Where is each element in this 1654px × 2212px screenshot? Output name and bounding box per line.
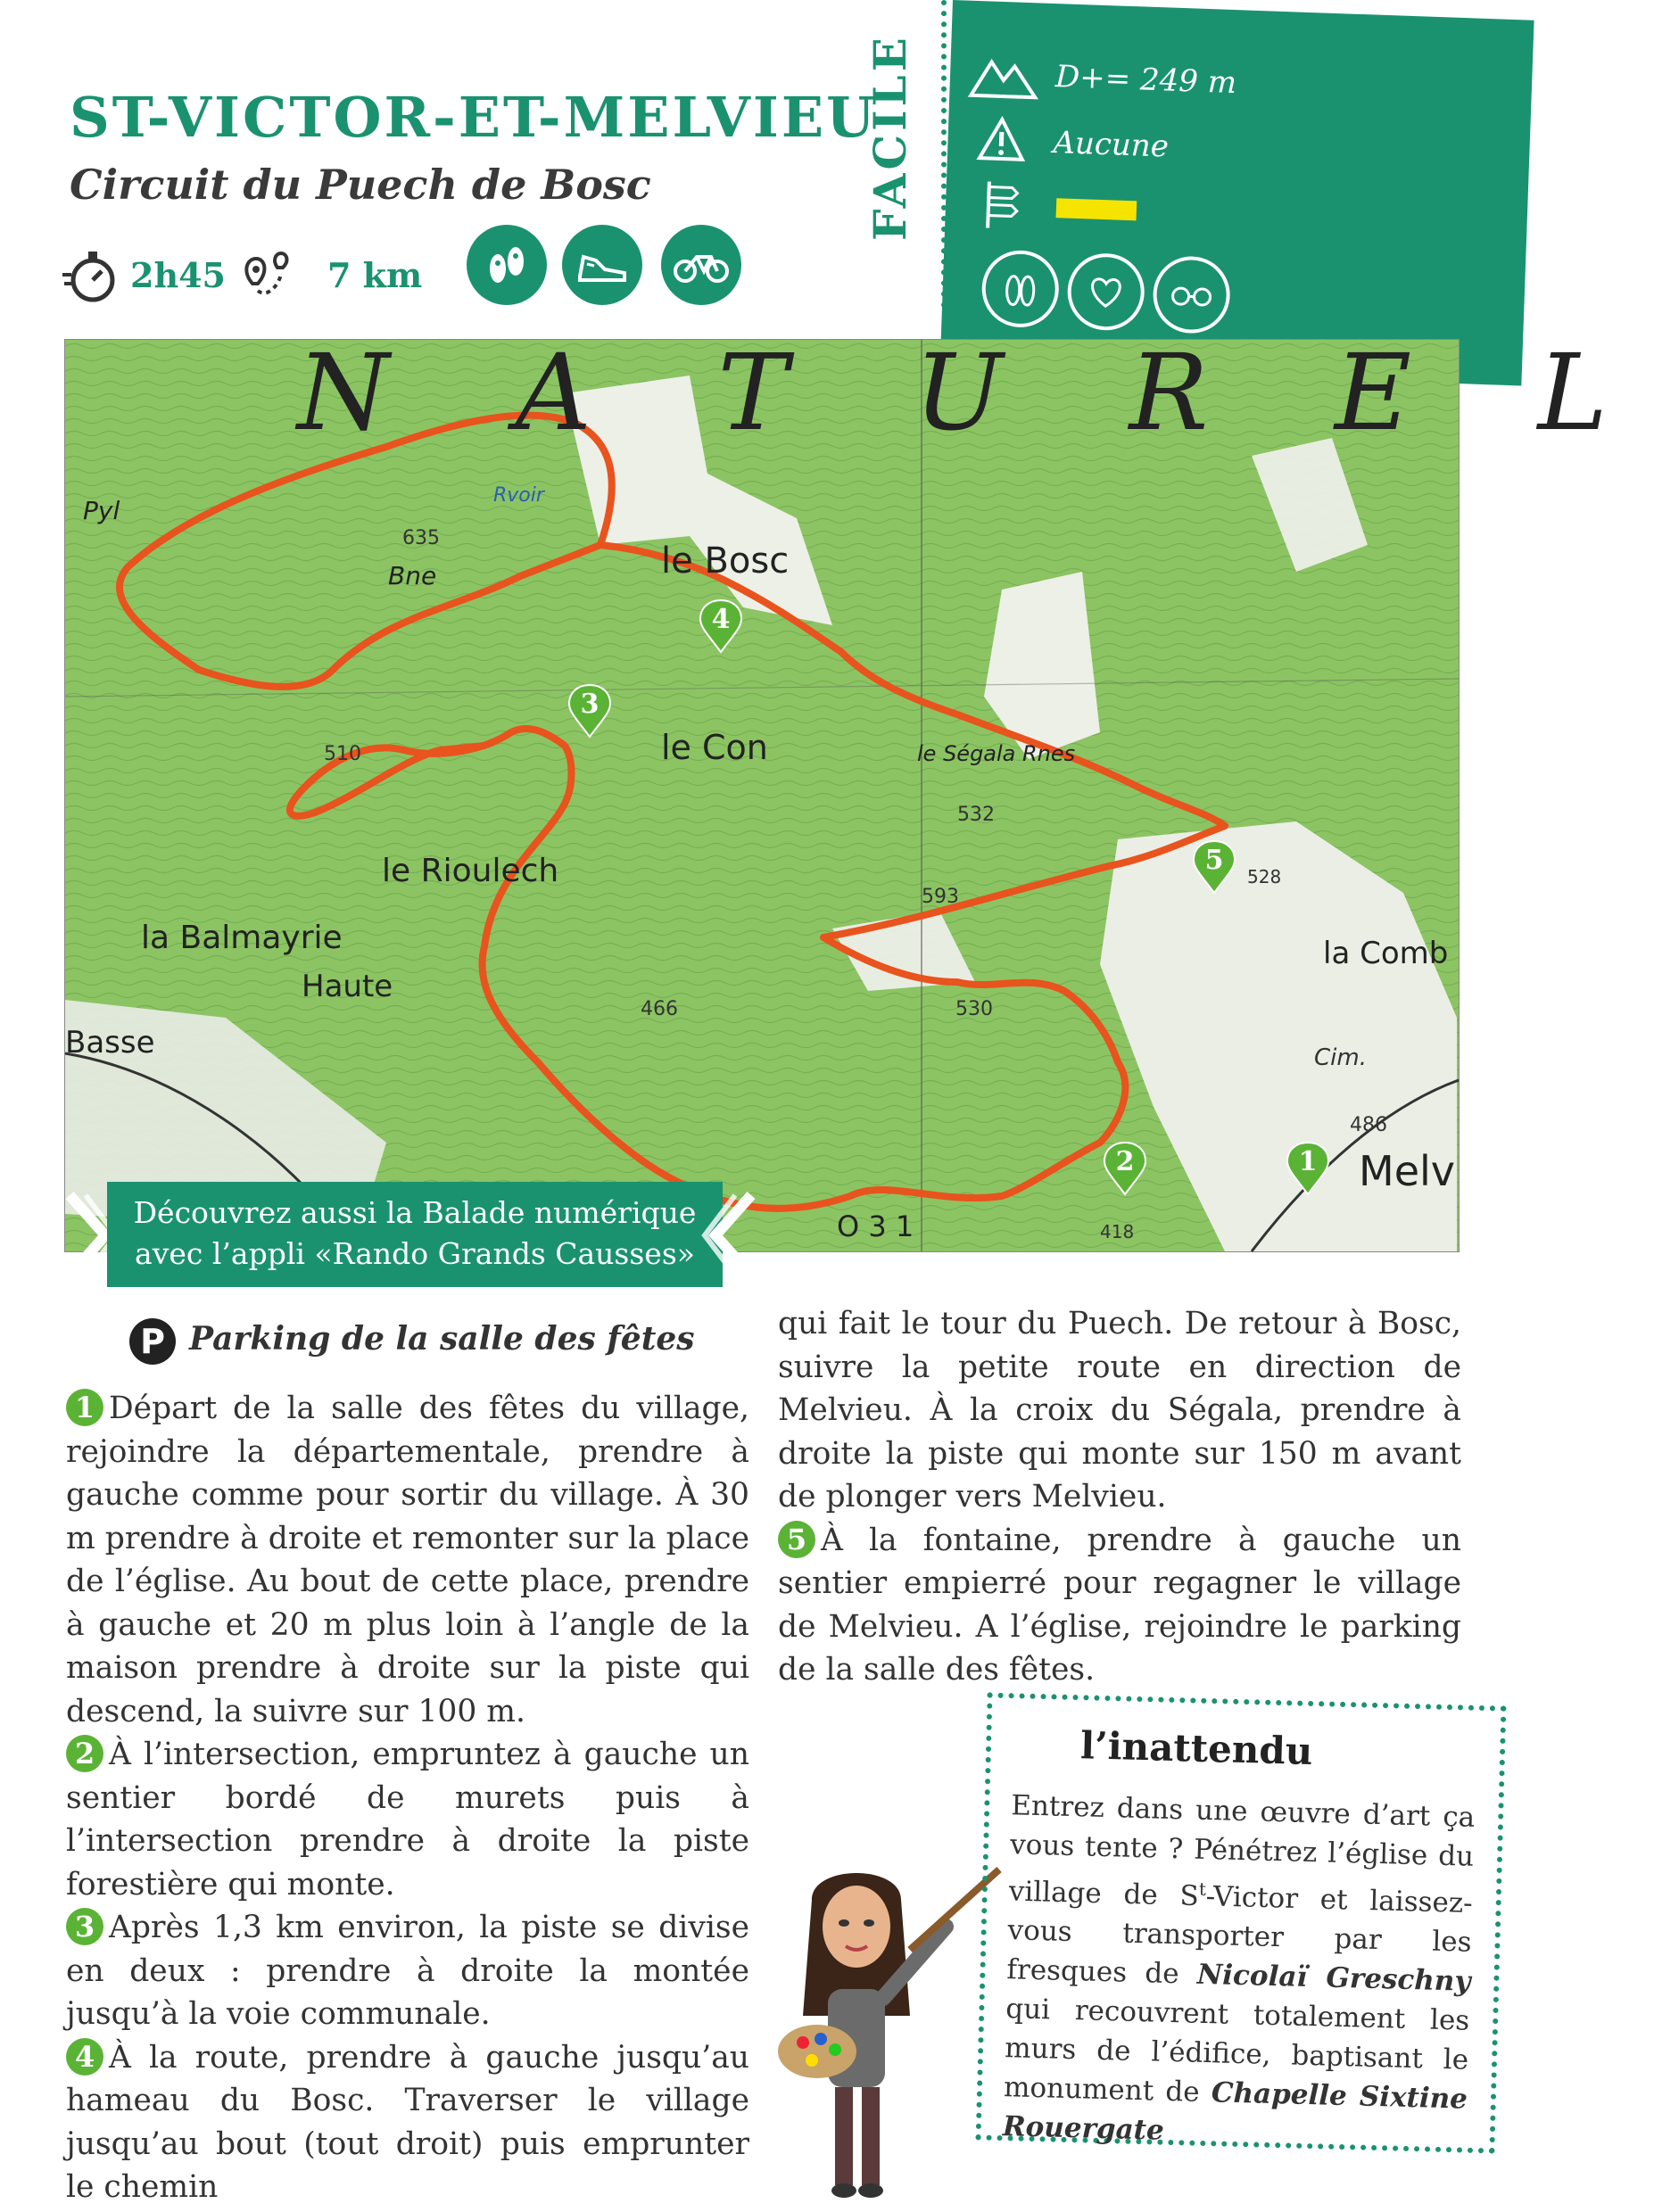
step-text: Après 1,3 km environ, la piste se divise en deux : prendre à droite la montée jusqu’à la voie communale.	[66, 1910, 749, 2032]
map-marker-5[interactable]: 5	[1192, 839, 1236, 895]
mountain-icon	[967, 53, 1040, 102]
map-marker-1[interactable]: 1	[1286, 1141, 1330, 1196]
page-title: ST-VICTOR-ET-MELVIEU	[70, 85, 878, 150]
step-text: Départ de la salle des fêtes du village, rejoindre la départementale, prendre à gauche comme pour sortir du village. À 30 m prendre à droite et remonter sur la place de l’église. Au bout de cette place, prendre à gauche et 20 m plus loin à l’angle de la maison prendre à droite sur la piste qui descend, la suivre sur 100 m.	[66, 1391, 749, 1729]
artist-name: Nicolaï Greschny	[1196, 1959, 1471, 1999]
step-text: À la route, prendre à gauche jusqu’au hameau du Bosc. Traverser le village jusqu’au bout (tout droit) puis emprunter le chemin	[66, 2039, 749, 2205]
map-marker-2[interactable]: 2	[1103, 1141, 1147, 1196]
signpost-icon	[975, 177, 1021, 231]
banner-line-1: Découvrez aussi la Balade numérique	[133, 1195, 697, 1230]
map-marker-3[interactable]: 3	[567, 683, 612, 739]
map-label-530: 530	[955, 998, 993, 1020]
chevron-right-icon	[705, 1186, 758, 1284]
map-label-466: 466	[641, 998, 678, 1020]
map-label-486: 486	[1350, 1114, 1387, 1136]
duration-value: 2h45	[130, 255, 226, 295]
map-label-balmayrie: la Balmayrie	[141, 920, 343, 956]
map-label-melv: Melv	[1359, 1147, 1455, 1195]
hiking-boot-icon	[467, 225, 547, 305]
step-2	[66, 1733, 749, 1906]
step-number: 4	[66, 2038, 103, 2076]
route-pin-icon	[236, 248, 295, 307]
difficulty-label: FACILE	[864, 34, 916, 241]
step-5	[778, 1519, 1461, 1692]
map-label-bne: Bne	[388, 561, 437, 590]
inattendu-text: Entrez dans une œuvre d’art ça vous tente ? Pénétrez l’église du village de $S^t$-Victor et laissez-vous transporter par les fresques de Nicolaï Greschny qui recouvrent totalement les murs de l’édifice, baptisant le monument de Chapelle Sixtine Rouergate	[1002, 1789, 1476, 2148]
app-promo-banner[interactable]	[107, 1182, 723, 1287]
map-label-rvoir: Rvoir	[493, 484, 544, 507]
parking-badge: P	[129, 1318, 176, 1365]
map-label-o31: O 3 1	[837, 1209, 914, 1243]
map-label-con: le Con	[661, 728, 768, 767]
banner-line-2: avec l’appli «Rando Grands Causses»	[135, 1236, 695, 1271]
map-label-naturel: N A T U R E L	[297, 331, 1654, 454]
map-label-cim: Cim.	[1314, 1044, 1367, 1071]
map-label-pyl: Pyl	[83, 496, 120, 525]
map-label-418: 418	[1100, 1221, 1135, 1242]
map-label-593: 593	[922, 886, 959, 908]
walking-shoe-icon	[562, 225, 642, 305]
stopwatch-icon	[61, 248, 118, 305]
map-label-combe: la Comb	[1323, 936, 1449, 971]
warning-icon	[976, 115, 1028, 163]
warning-value: Aucune	[1052, 125, 1170, 165]
step-number: 3	[66, 1908, 103, 1945]
parking-label: Parking de la salle des fêtes	[189, 1320, 695, 1358]
step-1	[66, 1387, 749, 1733]
elevation-value: D+= 249 m	[1054, 59, 1237, 102]
map-label-510: 510	[324, 743, 361, 765]
step-text: À la fontaine, prendre à gauche un sentier empierré pour regagner le village de Melvieu. A l’église, rejoindre le parking de la salle des fêtes.	[778, 1522, 1461, 1688]
page-subtitle: Circuit du Puech de Bosc	[70, 161, 651, 209]
step-number: 2	[66, 1735, 103, 1772]
step-3	[66, 1906, 749, 2036]
map-label-rioulech: le Rioulech	[382, 853, 559, 889]
map-label-segala: le Ségala Rnes	[917, 741, 1076, 766]
bicycle-icon	[661, 225, 741, 305]
marking-swatch	[1056, 198, 1137, 220]
topographic-map	[64, 331, 1654, 1252]
step-4-continuation: qui fait le tour du Puech. De retour à Bosc, suivre la petite route en direction de Melvieu. À la croix du Ségala, prendre à droite la piste qui monte sur 150 m avant de plonger vers Melvieu.	[778, 1306, 1461, 1515]
map-label-haute: Haute	[302, 969, 393, 1004]
painter-avatar	[776, 1864, 1008, 2203]
distance-value: 7 km	[327, 255, 423, 295]
heart-icon	[1066, 252, 1145, 332]
map-marker-4[interactable]: 4	[699, 598, 743, 654]
step-text: À l’intersection, empruntez à gauche un sentier bordé de murets puis à l’intersection prendre à droite la piste forestière qui monte.	[66, 1737, 749, 1902]
map-label-528: 528	[1247, 866, 1282, 887]
map-label-bosc: le Bosc	[661, 541, 790, 582]
steps-left-column	[66, 1387, 749, 2209]
glasses-icon	[1152, 255, 1231, 334]
step-number: 5	[778, 1521, 815, 1558]
info-box	[940, 0, 1534, 386]
step-4	[66, 2036, 749, 2209]
map-label-basse: Basse	[65, 1025, 155, 1061]
inattendu-title: l’inattendu	[1079, 1723, 1313, 1774]
steps-right-column	[778, 1302, 1461, 1692]
map-label-635: 635	[402, 527, 440, 549]
monument-name: Chapelle Sixtine Rouergate	[1002, 2076, 1468, 2148]
inattendu-box	[976, 1692, 1507, 2153]
sandals-icon	[980, 249, 1060, 328]
map-label-532: 532	[957, 804, 995, 826]
step-number: 1	[66, 1389, 103, 1426]
